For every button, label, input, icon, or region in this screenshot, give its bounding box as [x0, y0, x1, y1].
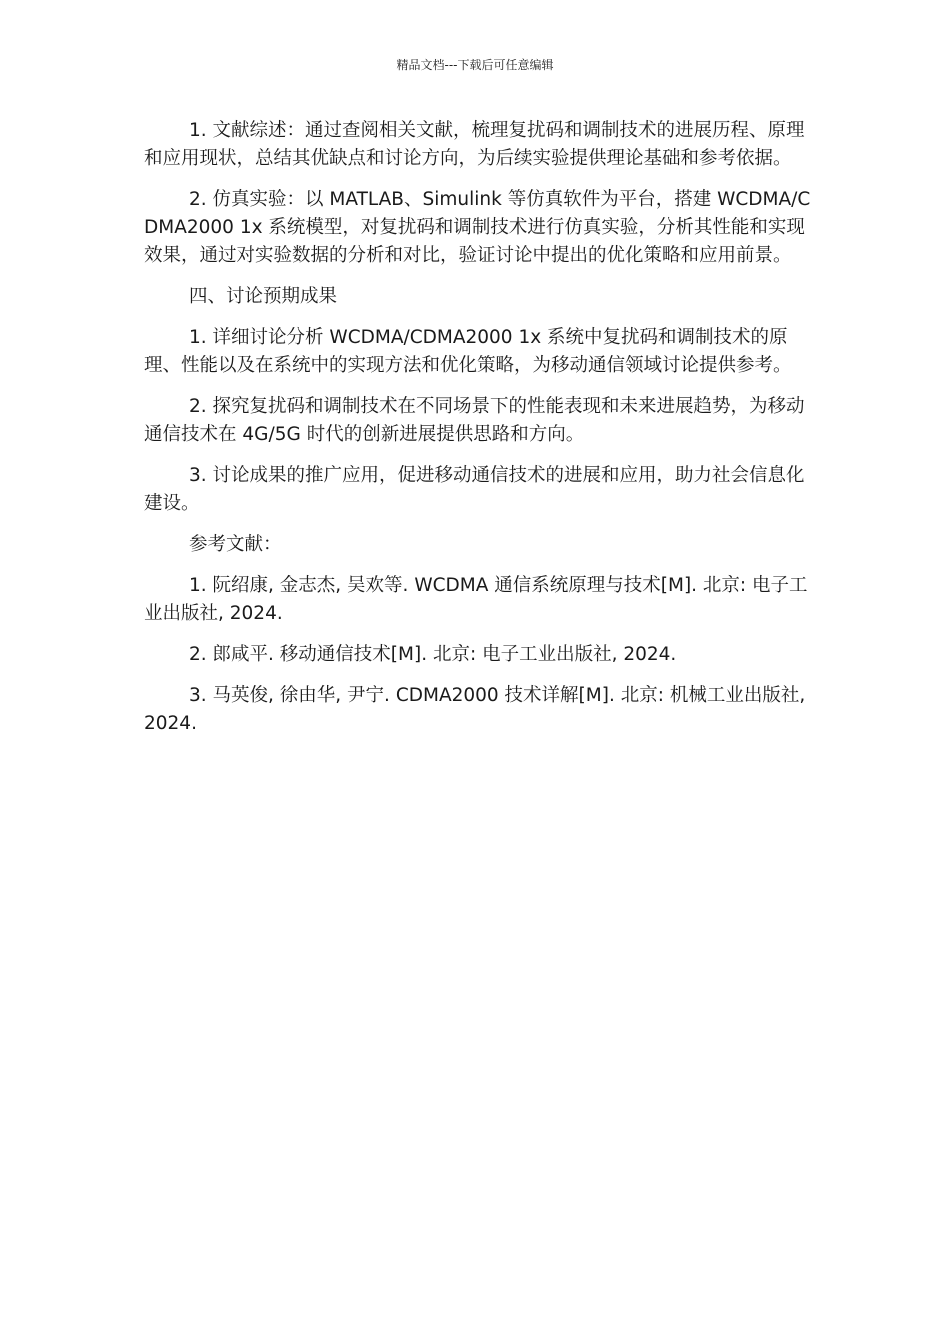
- paragraph-result-2: 2. 探究复扰码和调制技术在不同场景下的性能表现和未来进展趋势，为移动通信技术在 4G/5G 时代的创新进展提供思路和方向。: [144, 396, 805, 445]
- paragraph-simulation-experiment: 2. 仿真实验：以 MATLAB、Simulink 等仿真软件为平台，搭建 WCDMA/CDMA2000 1x 系统模型，对复扰码和调制技术进行仿真实验，分析其性能和实现效果，通过对实验数据的分析和对比，验证讨论中提出的优化策略和应用前景。: [144, 189, 811, 266]
- page-header: 精品文档---下载后可任意编辑: [396, 58, 554, 72]
- document-body: [144, 117, 812, 751]
- reference-item-2: 2. 郎咸平. 移动通信技术[M]. 北京: 电子工业出版社, 2024.: [189, 644, 677, 665]
- paragraph-literature-review: 1. 文献综述：通过查阅相关文献，梳理复扰码和调制技术的进展历程、原理和应用现状，总结其优缺点和讨论方向，为后续实验提供理论基础和参考依据。: [144, 120, 805, 169]
- reference-item-3: 3. 马英俊, 徐由华, 尹宁. CDMA2000 技术详解[M]. 北京: 机械工业出版社, 2024.: [144, 685, 806, 734]
- paragraph-result-3: 3. 讨论成果的推广应用，促进移动通信技术的进展和应用，助力社会信息化建设。: [144, 465, 805, 514]
- paragraph-result-1: 1. 详细讨论分析 WCDMA/CDMA2000 1x 系统中复扰码和调制技术的原理、性能以及在系统中的实现方法和优化策略，为移动通信领域讨论提供参考。: [144, 327, 792, 376]
- references-heading: 参考文献：: [189, 534, 282, 555]
- reference-item-1: 1. 阮绍康, 金志杰, 吴欢等. WCDMA 通信系统原理与技术[M]. 北京: 电子工业出版社, 2024.: [144, 575, 808, 624]
- section-heading-expected-results: 四、讨论预期成果: [189, 286, 338, 307]
